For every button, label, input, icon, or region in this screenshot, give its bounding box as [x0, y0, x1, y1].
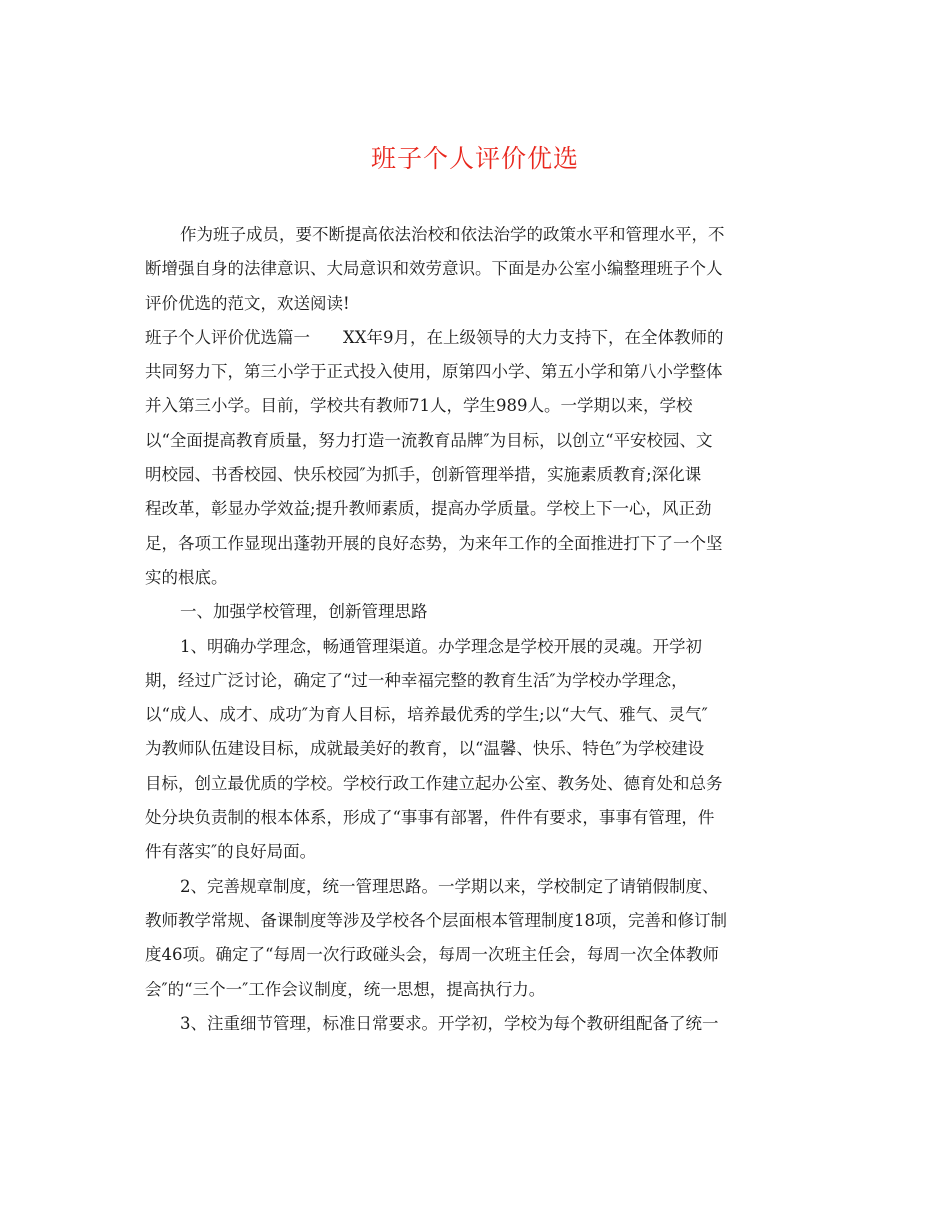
text-line: 足，各项工作显现出蓬勃开展的良好态势，为来年工作的全面推进打下了一个坚	[145, 533, 723, 553]
text-line: 会″的“三个一″工作会议制度，统一思想，提高执行力。	[145, 979, 546, 999]
document-body	[145, 218, 809, 1041]
text-line: 处分块负责制的根本体系，形成了“事事有部署，件件有要求，事事有管理，件	[145, 808, 715, 828]
text-line: 作为班子成员，要不断提高依法治校和依法治学的政策水平和管理水平，不	[180, 225, 725, 244]
text-line: 班子个人评价优选篇一 XX年9月，在上级领导的大力支持下，在全体教师的	[145, 327, 724, 347]
text-line: 目标，创立最优质的学校。学校行政工作建立起办公室、教务处、德育处和总务	[145, 773, 723, 793]
text-line: 度46项。确定了“每周一次行政碰头会，每周一次班主任会，每周一次全体教师	[145, 945, 719, 965]
text-line: 共同努力下，第三小学于正式投入使用，原第四小学、第五小学和第八小学整体	[145, 362, 723, 382]
text-line: 评价优选的范文，欢送阅读!	[145, 293, 350, 313]
text-line: 期，经过广泛讨论，确定了“过一种幸福完整的教育生活″为学校办学理念，	[145, 670, 688, 690]
text-line: 明校园、书香校园、快乐校园″为抓手，创新管理举措，实施素质教育;深化课	[145, 465, 702, 485]
text-line: 以“成人、成才、成功″为育人目标，培养最优秀的学生;以“大气、雅气、灵气″	[145, 705, 708, 725]
text-line: 教师教学常规、备课制度等涉及学校各个层面根本管理制度18项，完善和修订制	[145, 910, 727, 930]
text-line: 为教师队伍建设目标，成就最美好的教育，以“温馨、快乐、特色″为学校建设	[145, 739, 705, 759]
text-line: 1、明确办学理念，畅通管理渠道。办学理念是学校开展的灵魂。开学初	[180, 636, 702, 656]
text-line: 程改革，彰显办学效益;提升教师素质，提高办学质量。学校上下一心，风正劲	[145, 499, 712, 519]
text-line: 2、完善规章制度，统一管理思路。一学期以来，学校制定了请销假制度、	[180, 876, 719, 896]
document-title: 班子个人评价优选	[370, 144, 579, 173]
text-line: 件有落实″的良好局面。	[145, 842, 317, 862]
text-line: 实的根底。	[145, 567, 228, 587]
text-line: 以“全面提高教育质量，努力打造一流教育品牌″为目标，以创立“平安校园、文	[145, 430, 713, 450]
text-line: 3、注重细节管理，标准日常要求。开学初，学校为每个教研组配备了统一	[180, 1013, 719, 1033]
text-line: 并入第三小学。目前，学校共有教师71人，学生989人。一学期以来，学校	[145, 396, 693, 416]
text-line: 一、加强学校管理，创新管理思路	[180, 602, 428, 622]
text-line: 断增强自身的法律意识、大局意识和效劳意识。下面是办公室小编整理班子个人	[145, 259, 723, 279]
